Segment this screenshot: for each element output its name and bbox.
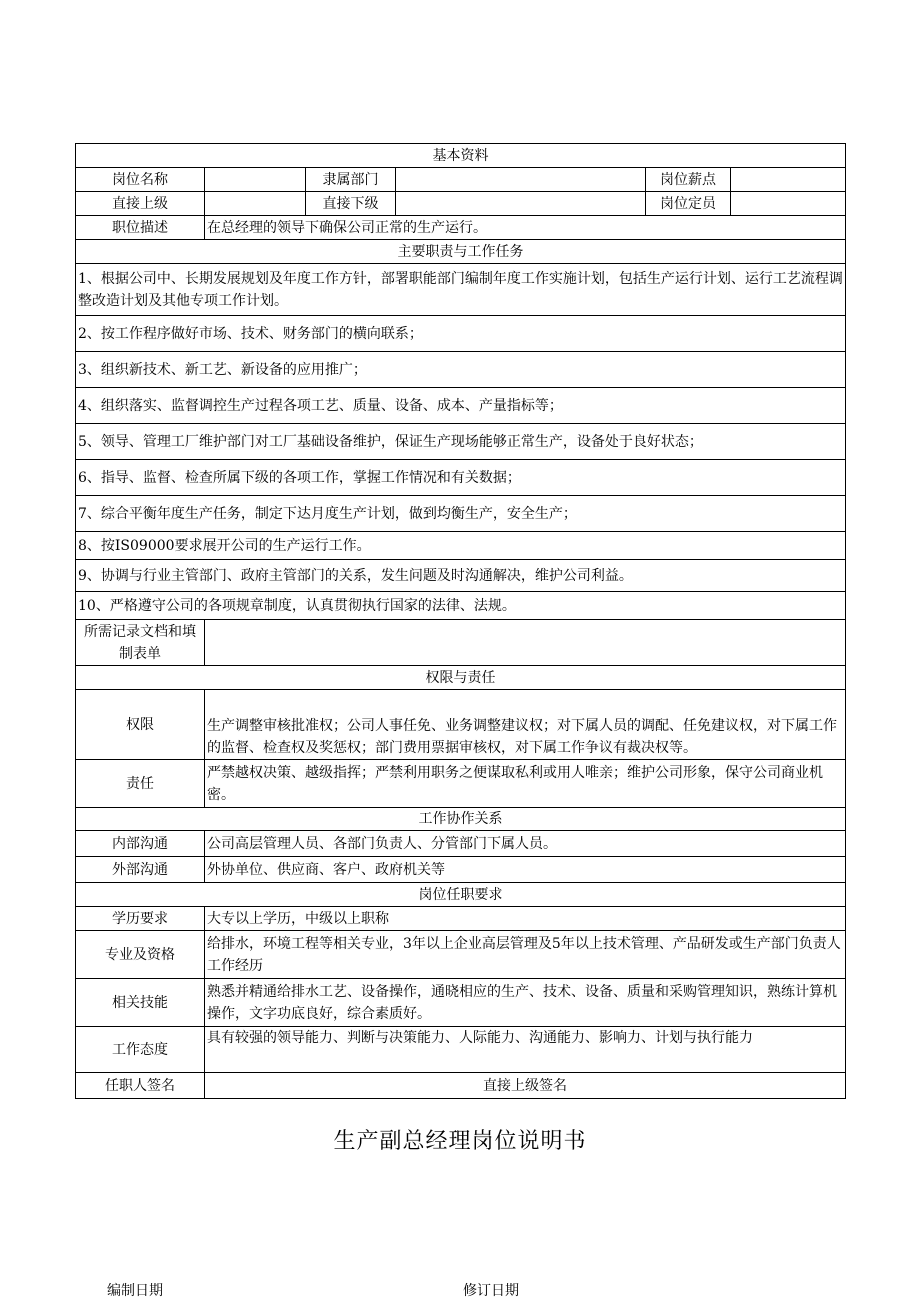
major-label: 专业及资格 — [76, 931, 205, 979]
salary-label: 岗位薪点 — [646, 168, 731, 192]
power-value: 生产调整审核批准权；公司人事任免、业务调整建议权；对下属人员的调配、任免建议权，对下属工作的监督、检查权及奖惩权；部门费用票据审核权，对下属工作争议有裁决权等。 — [205, 690, 846, 760]
section-basic: 基本资料 — [76, 144, 846, 168]
external-label: 外部沟通 — [76, 857, 205, 883]
section-cooperation: 工作协作关系 — [76, 808, 846, 831]
records-value[interactable] — [205, 620, 846, 666]
duty-item: 5、领导、管理工厂维护部门对工厂基础设备维护，保证生产现场能够正常生产，设备处于良好状态； — [76, 424, 846, 460]
duty-item: 7、综合平衡年度生产任务，制定下达月度生产计划，做到均衡生产，安全生产； — [76, 496, 846, 532]
education-value: 大专以上学历，中级以上职称 — [205, 907, 846, 931]
document-title: 生产副总经理岗位说明书 — [333, 1129, 587, 1154]
attitude-value: 具有较强的领导能力、判断与决策能力、人际能力、沟通能力、影响力、计划与执行能力 — [205, 1027, 846, 1073]
section-requirements: 岗位任职要求 — [76, 883, 846, 907]
responsibility-label: 责任 — [76, 760, 205, 808]
description-label: 职位描述 — [76, 216, 205, 240]
skills-value: 熟悉并精通给排水工艺、设备操作，通晓相应的生产、技术、设备、质量和采购管理知识，熟练计算机操作，文字功底良好，综合素质好。 — [205, 979, 846, 1027]
superior-label: 直接上级 — [76, 192, 205, 216]
internal-value: 公司高层管理人员、各部门负责人、分管部门下属人员。 — [205, 831, 846, 857]
internal-label: 内部沟通 — [76, 831, 205, 857]
duty-item: 8、按IS09000要求展开公司的生产运行工作。 — [76, 532, 846, 560]
attitude-label: 工作态度 — [76, 1027, 205, 1073]
duty-item: 3、组织新技术、新工艺、新设备的应用推广； — [76, 352, 846, 388]
duty-item: 10、严格遵守公司的各项规章制度，认真贯彻执行国家的法律、法规。 — [76, 592, 846, 620]
holder-signature-label: 任职人签名 — [76, 1073, 205, 1099]
section-duties: 主要职责与工作任务 — [76, 240, 846, 264]
education-label: 学历要求 — [76, 907, 205, 931]
salary-value[interactable] — [731, 168, 846, 192]
records-label: 所需记录文档和填制表单 — [76, 620, 205, 666]
department-label: 隶属部门 — [306, 168, 396, 192]
department-value[interactable] — [396, 168, 646, 192]
duty-item: 4、组织落实、监督调控生产过程各项工艺、质量、设备、成本、产量指标等； — [76, 388, 846, 424]
duty-item: 9、协调与行业主管部门、政府主管部门的关系，发生问题及时沟通解决，维护公司利益。 — [76, 560, 846, 592]
skills-label: 相关技能 — [76, 979, 205, 1027]
revised-date-label: 修订日期 — [463, 1283, 519, 1299]
duty-item: 1、根据公司中、长期发展规划及年度工作方针，部署职能部门编制年度工作实施计划，包括生产运行计划、运行工艺流程调整改造计划及其他专项工作计划。 — [76, 264, 846, 316]
external-value: 外协单位、供应商、客户、政府机关等 — [205, 857, 846, 883]
description-value: 在总经理的领导下确保公司正常的生产运行。 — [205, 216, 846, 240]
position-name-label: 岗位名称 — [76, 168, 205, 192]
major-value: 给排水，环境工程等相关专业，3年以上企业高层管理及5年以上技术管理、产品研发或生产部门负责人工作经历 — [205, 931, 846, 979]
headcount-label: 岗位定员 — [646, 192, 731, 216]
subordinate-label: 直接下级 — [306, 192, 396, 216]
subordinate-value[interactable] — [396, 192, 646, 216]
responsibility-value: 严禁越权决策、越级指挥；严禁利用职务之便谋取私利或用人唯亲；维护公司形象，保守公司商业机密。 — [205, 760, 846, 808]
headcount-value[interactable] — [731, 192, 846, 216]
prepared-date-label: 编制日期 — [107, 1283, 163, 1299]
job-description-table — [75, 143, 846, 1099]
power-label: 权限 — [76, 690, 205, 760]
section-authority: 权限与责任 — [76, 666, 846, 690]
superior-value[interactable] — [205, 192, 306, 216]
duty-item: 6、指导、监督、检查所属下级的各项工作，掌握工作情况和有关数据； — [76, 460, 846, 496]
superior-signature-label: 直接上级签名 — [205, 1073, 846, 1099]
position-name-value[interactable] — [205, 168, 306, 192]
duty-item: 2、按工作程序做好市场、技术、财务部门的横向联系； — [76, 316, 846, 352]
